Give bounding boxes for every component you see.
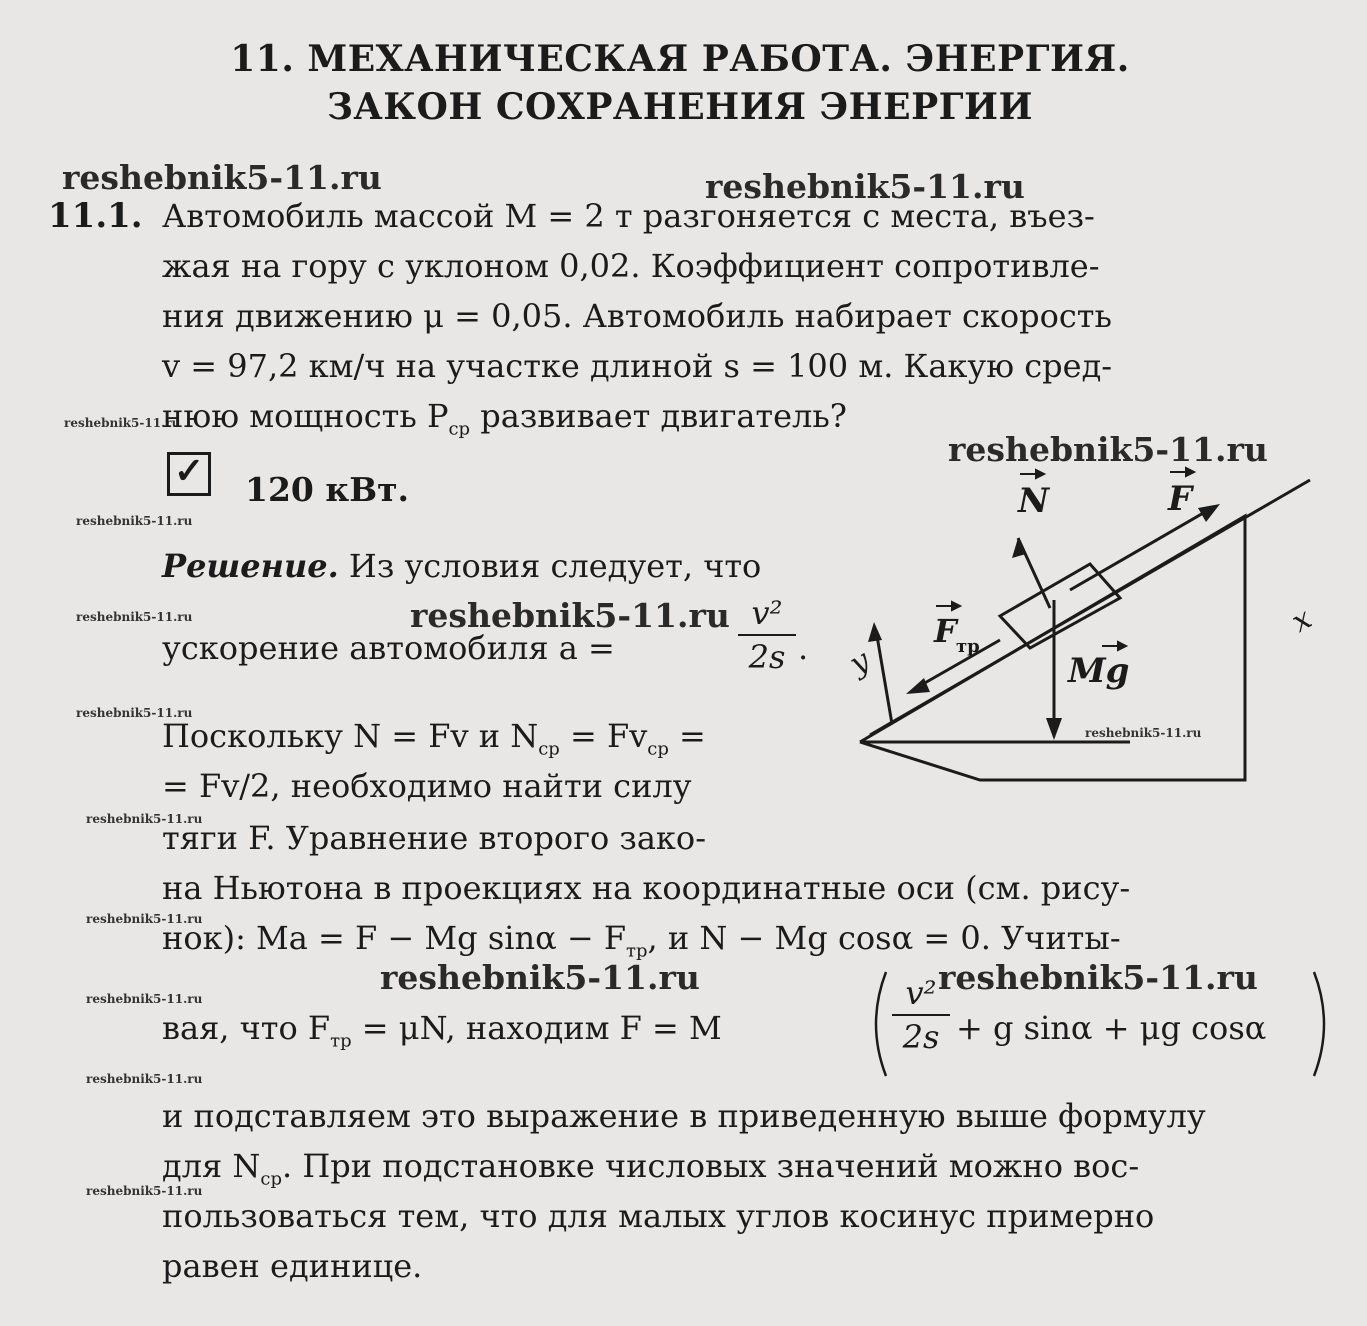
answer-value: 120 кВт. [245, 470, 410, 509]
solution-line-6: на Ньютона в проекциях на координатные оси (см. рису- [162, 869, 1131, 907]
problem-line-5: нюю мощность $P_{ср}$ развивает двигатель? [162, 397, 847, 440]
watermark: reshebnik5-11.ru [948, 430, 1268, 469]
watermark-small: reshebnik5-11.ru [86, 1072, 203, 1086]
label-Ftr-sub: тр [956, 636, 980, 657]
solution-line-1: Решение. Из условия следует, что [162, 547, 762, 585]
label-F: F [1168, 479, 1193, 519]
watermark-small: reshebnik5-11.ru [76, 706, 193, 720]
problem-line-1: Автомобиль массой M = 2 т разгоняется с места, въез- [162, 197, 1095, 235]
label-x: x [1285, 601, 1318, 640]
problem-number: 11.1. [48, 196, 143, 236]
answer-checkbox [167, 452, 211, 496]
watermark-small: reshebnik5-11.ru [86, 912, 203, 926]
parentheses [870, 968, 1330, 1080]
problem-line-4: v = 97,2 км/ч на участке длиной s = 100 м. Какую сред- [162, 347, 1113, 385]
checkmark-icon: ✓ [174, 450, 205, 492]
chapter-title-line1: 11. МЕХАНИЧЕСКАЯ РАБОТА. ЭНЕРГИЯ. [230, 38, 1130, 80]
solution-line-12: равен единице. [162, 1247, 423, 1285]
solution-line-10: для $N_{ср}$. При подстановке числовых значений можно вос- [162, 1147, 1140, 1190]
solution-line-3: Поскольку N = Fv и $N_{ср} = Fv_{ср}$ = [162, 717, 706, 760]
label-Mg: Mg [1068, 651, 1130, 691]
solution-line-2-end: . [798, 629, 809, 667]
watermark-small: reshebnik5-11.ru [64, 416, 181, 430]
solution-line-9: и подставляем это выражение в приведенную выше формулу [162, 1097, 1206, 1135]
watermark: reshebnik5-11.ru [705, 167, 1025, 206]
label-y: y [843, 643, 876, 682]
problem-line-2: жая на гору с уклоном 0,02. Коэффициент сопротивле- [162, 247, 1100, 285]
solution-line-5: тяги F. Уравнение второго зако- [162, 819, 706, 857]
solution-line-4: = Fv/2, необходимо найти силу [162, 767, 692, 805]
solution-line-8-end: + g sinα + μg cosα [956, 1009, 1267, 1047]
fraction-v2-2s-2: v² 2s [892, 974, 950, 1056]
solution-line-7: нок): Ma = F − Mg $\sin\alpha - F_{тр}$, и N − Mg cosα = 0. Учиты- [162, 919, 1121, 962]
chapter-title-line2: ЗАКОН СОХРАНЕНИЯ ЭНЕРГИИ [326, 86, 1034, 128]
box [1000, 564, 1120, 648]
watermark-small: reshebnik5-11.ru [86, 992, 203, 1006]
watermark: reshebnik5-11.ru [380, 958, 700, 997]
y-axis [876, 630, 892, 724]
watermark-small: reshebnik5-11.ru [76, 610, 193, 624]
watermark-small: reshebnik5-11.ru [76, 514, 193, 528]
watermark-small: reshebnik5-11.ru [86, 812, 203, 826]
solution-line-11: пользоваться тем, что для малых углов косинус примерно [162, 1197, 1155, 1235]
solution-line-2: ускорение автомобиля a = [162, 629, 615, 667]
solution-line-8: вая, что $F_{тр} = \mu N$, находим F = M [162, 1009, 722, 1052]
watermark: reshebnik5-11.ru [62, 158, 382, 197]
label-N: N [1018, 481, 1050, 521]
label-Ftr: F [934, 612, 957, 650]
watermark: reshebnik5-11.ru [938, 958, 1258, 997]
watermark-small: reshebnik5-11.ru [1085, 726, 1202, 740]
problem-line-3: ния движению μ = 0,05. Автомобиль набирает скорость [162, 297, 1112, 335]
watermark-small: reshebnik5-11.ru [86, 1184, 203, 1198]
force-diagram [840, 450, 1360, 810]
fraction-v2-2s: v² 2s [738, 594, 796, 676]
watermark: reshebnik5-11.ru [410, 596, 730, 635]
